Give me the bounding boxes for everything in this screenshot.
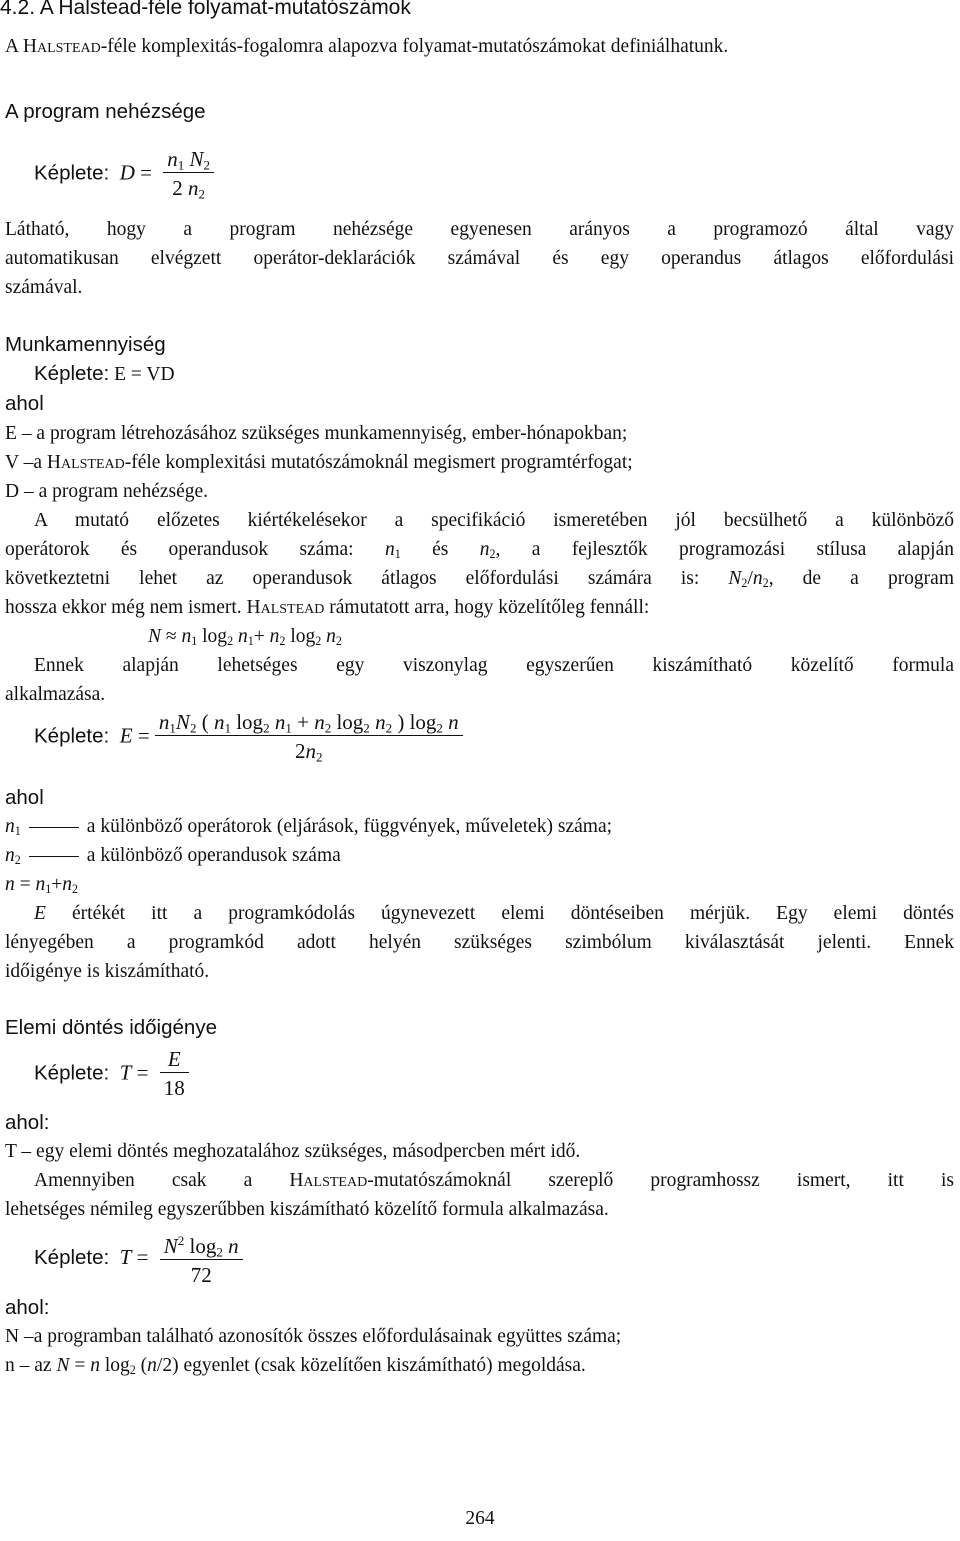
effort-para-5: Ennek alapján lehetséges egy viszonylag egyszerűen kiszámítható közelítő formula: [34, 655, 954, 676]
page-number: 264: [465, 1508, 495, 1529]
effort-para-1: A mutató előzetes kiértékelésekor a specifikáció ismeretében jól becsülhető a különböző: [34, 510, 954, 531]
effort-para-6: alkalmazása.: [5, 684, 106, 705]
label-ahol: ahol: [5, 392, 44, 415]
effort-para-3: következtetni lehet az operandusok átlagos előfordulási számára is: $N_2/n_2$, de a program: [5, 568, 954, 591]
intro-paragraph: A Halstead-féle komplexitás-fogalomra alapozva folyamat-mutatószámokat definiálhatunk.: [5, 36, 729, 57]
def-n: $n = n_1+n_2$: [5, 874, 79, 897]
formula-effort-approx: Képlete: E = $\frac{n_1N_2 ( n_1 \log_2 n_1 + n_2 \log_2 n_2 ) \log_2 n}{2n_2}$: [34, 709, 463, 766]
effort-para-4: hossza ekkor még nem ismert. Halstead rámutatott arra, hogy közelítőleg fennáll:: [5, 597, 650, 618]
effort-para-8: lényegében a programkód adott helyén szükséges szimbólum kiválasztását jelenti. Ennek: [5, 932, 954, 953]
heading-difficulty: A program nehézsége: [5, 100, 206, 123]
label-ahol-4: ahol:: [5, 1296, 50, 1319]
effort-para-9: időigénye is kiszámítható.: [5, 961, 210, 982]
def-n-big: N –a programban található azonosítók összes előfordulásainak együttes száma;: [5, 1326, 622, 1347]
label-ahol-3: ahol:: [5, 1111, 50, 1134]
def-n-small: n – az N = n $\log_2 (n/2)$ egyenlet (csak közelítően kiszámítható) megoldása.: [5, 1355, 586, 1378]
formula-length-approx: $N \approx n_1$ $\log_2 n_1+ n_2$ $\log_2 n_2$: [148, 626, 342, 649]
def-d: D – a program nehézsége.: [5, 481, 209, 502]
difficulty-text-1: Látható, hogy a program nehézsége egyenesen arányos a programozó által vagy: [5, 219, 954, 240]
heading-effort: Munkamennyiség: [5, 333, 166, 356]
def-e: E – a program létrehozásához szükséges munkamennyiség, ember-hónapokban;: [5, 423, 628, 444]
def-n1: $n_1$ a különböző operátorok (eljárások, függvények, műveletek) száma;: [5, 816, 613, 839]
def-v: V –a Halstead-féle komplexitási mutatószámoknál megismert programtérfogat;: [5, 452, 633, 473]
time-para-1: Amennyiben csak a Halstead-mutatószámoknál szereplő programhossz ismert, itt is: [34, 1170, 954, 1191]
heading-decision-time: Elemi döntés időigénye: [5, 1016, 217, 1039]
difficulty-text-2: automatikusan elvégzett operátor-deklarációk számával és egy operandus átlagos előfordulási: [5, 248, 954, 269]
difficulty-text-3: számával.: [5, 277, 83, 298]
effort-para-2: operátorok és operandusok száma: $n_1$ és $n_2$, a fejlesztők programozási stílusa alapján: [5, 539, 954, 562]
label-ahol-2: ahol: [5, 786, 44, 809]
formula-difficulty: Képlete: D = $\frac{n_1 N_2}{2 n_2}$: [34, 146, 214, 203]
def-n2: $n_2$ a különböző operandusok száma: [5, 845, 341, 868]
def-t: T – egy elemi döntés meghozatalához szükséges, másodpercben mért idő.: [5, 1141, 581, 1162]
formula-decision-time-approx: Képlete: T = $\frac{N^2 \log_2 n}{72}$: [34, 1228, 243, 1290]
formula-effort: Képlete: E = VD: [34, 362, 175, 385]
effort-para-7: E értékét itt a programkódolás úgynevezett elemi döntéseiben mérjük. Egy elemi döntés: [34, 903, 955, 924]
formula-decision-time: Képlete: T = $\frac{E}{18}$: [34, 1046, 189, 1103]
section-title: 4.2. A Halstead-féle folyamat-mutatószámok: [0, 0, 411, 19]
time-para-2: lehetséges némileg egyszerűbben kiszámítható közelítő formula alkalmazása.: [5, 1199, 609, 1220]
